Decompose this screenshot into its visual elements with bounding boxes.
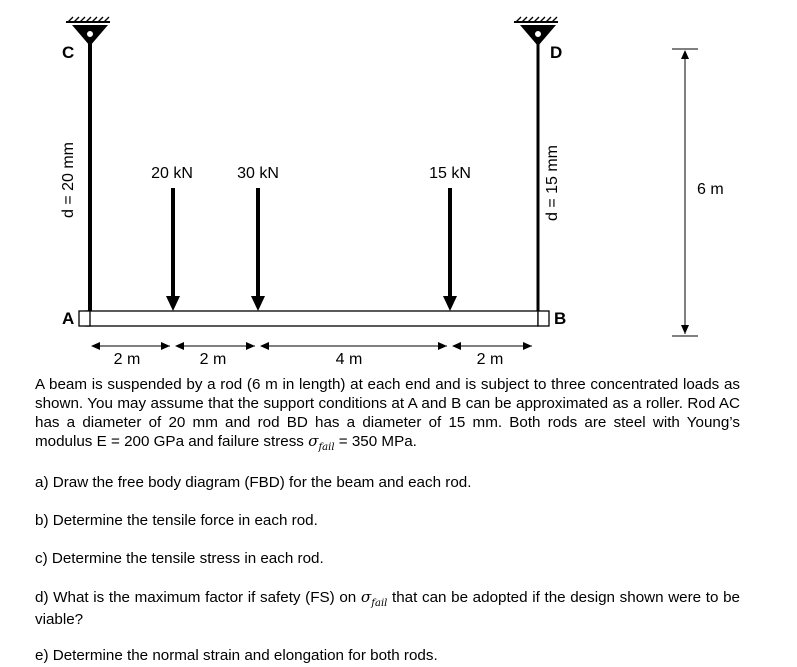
load-arrow-15kn	[443, 188, 457, 311]
load-label-30kn: 30 kN	[237, 165, 279, 182]
rod-ac-diameter-label: d = 20 mm	[60, 141, 77, 219]
load-arrow-20kn	[166, 188, 180, 311]
rod-length-label: 6 m	[697, 181, 724, 198]
span-label-1: 2 m	[113, 351, 141, 368]
rod-bd-diameter-label: d = 15 mm	[544, 144, 561, 222]
load-label-20kn: 20 kN	[151, 165, 193, 182]
label-b: B	[554, 309, 567, 328]
span-label-4: 2 m	[476, 351, 504, 368]
question-c: c) Determine the tensile stress in each rod.	[35, 550, 324, 567]
load-label-15kn: 15 kN	[429, 165, 471, 182]
sigma-symbol: σ	[308, 432, 319, 450]
sigma-symbol: σ	[360, 588, 372, 606]
label-a: A	[62, 309, 75, 328]
rod-length-dimension	[672, 49, 698, 336]
beam	[86, 311, 538, 326]
question-a: a) Draw the free body diagram (FBD) for the beam and each rod.	[35, 474, 472, 491]
sigma-subscript: fail	[318, 442, 335, 453]
span-label-3: 4 m	[335, 351, 363, 368]
label-d: D	[550, 43, 563, 62]
connection-a-box	[79, 311, 90, 326]
question-d: d) What is the maximum factor if safety (FS) on $\sigma_{fail}$ that can be adopted if the design shown were to be viable?	[35, 588, 740, 628]
problem-statement: A beam is suspended by a rod (6 m in length) at each end and is subject to three concentrated loads as shown. You may assume that the support conditions at A and B can be approximated as a roller. Rod AC has a diameter of 20 mm and rod BD has a diameter of 15 mm. Both rods are steel with Young’s modulus E = 200 GPa and failure stress $\sigma_{fail} = 350$ MPa.	[35, 376, 740, 453]
ceiling-support-d	[514, 17, 558, 46]
span-label-2: 2 m	[199, 351, 227, 368]
sigma-subscript: fail	[371, 598, 388, 609]
question-b: b) Determine the tensile force in each rod.	[35, 512, 318, 529]
question-e: e) Determine the normal strain and elongation for both rods.	[35, 647, 438, 664]
load-arrow-30kn	[251, 188, 265, 311]
connection-b-box	[538, 311, 549, 326]
label-c: C	[62, 43, 75, 62]
